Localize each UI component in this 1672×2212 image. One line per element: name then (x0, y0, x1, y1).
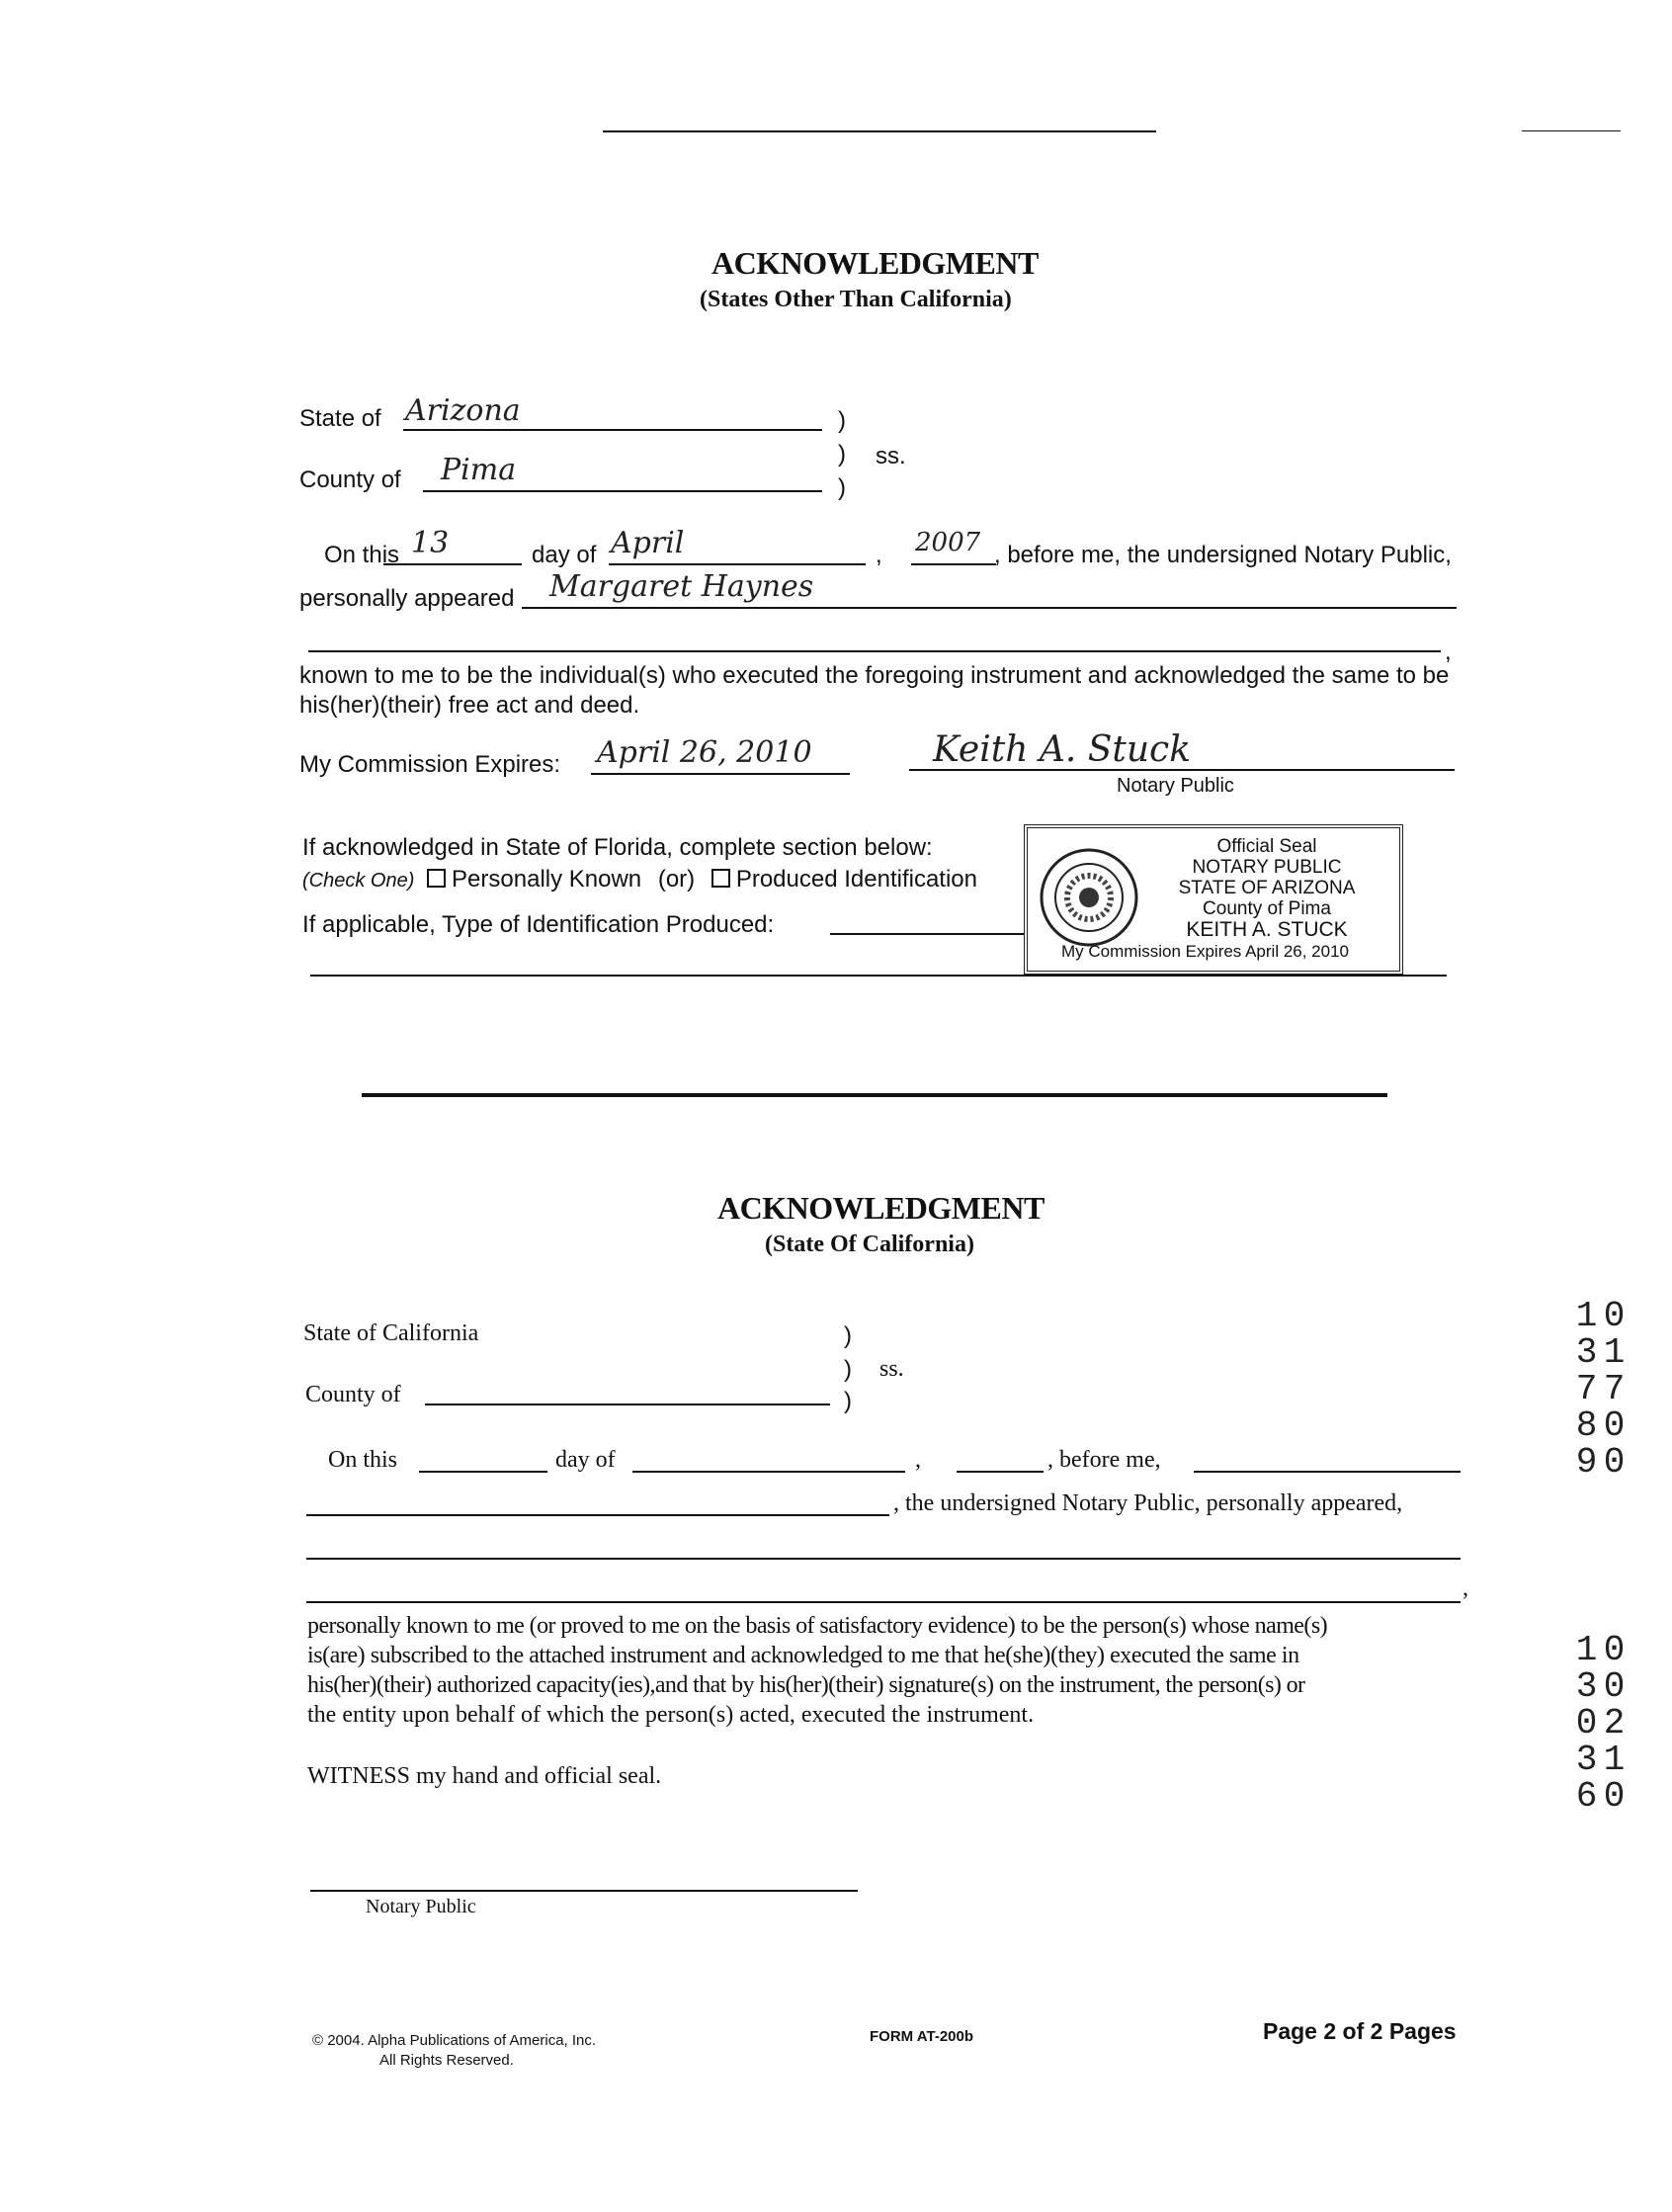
form2-subtitle: (State Of California) (765, 1232, 974, 1257)
form1-commission-value: April 26, 2010 (597, 735, 812, 770)
paren: ) (838, 474, 846, 501)
form1-ss: ss. (876, 443, 906, 469)
form1-subtitle: (States Other Than California) (700, 287, 1012, 312)
form2-county-label: County of (305, 1382, 401, 1407)
form2-before-me-line (1194, 1471, 1461, 1473)
form1-county-value: Pima (441, 453, 517, 487)
personally-known-label: Personally Known (452, 866, 642, 893)
form2-title: ACKNOWLEDGMENT (717, 1190, 1045, 1226)
seal-line: KEITH A. STUCK (1186, 918, 1348, 941)
copyright-rights: All Rights Reserved. (379, 2052, 514, 2069)
form2-name-line (306, 1514, 889, 1516)
form1-county-label: County of (299, 467, 401, 493)
form1-year-value: 2007 (915, 528, 981, 557)
id-type-line-2 (310, 975, 1447, 977)
form1-commission-label: My Commission Expires: (299, 751, 561, 778)
id-type-label: If applicable, Type of Identification Produced: (302, 911, 775, 938)
comma: , (876, 542, 882, 568)
form1-day-line (383, 563, 522, 565)
form2-day-line (419, 1471, 547, 1473)
form2-signature-line (310, 1890, 858, 1892)
form1-month-value: April (611, 526, 685, 560)
form1-commission-line (591, 773, 850, 775)
form1-state-value: Arizona (405, 393, 521, 428)
copyright: © 2004. Alpha Publications of America, Inc. (312, 2032, 597, 2049)
check-one-label: (Check One) (302, 870, 415, 892)
form2-on-this: On this (328, 1447, 398, 1473)
form1-person-value: Margaret Haynes (549, 569, 814, 604)
paren: ) (844, 1322, 852, 1349)
margin-number: 13789 01700 (1566, 1295, 1634, 1479)
comma: , (1463, 1575, 1468, 1601)
form2-body-text: is(are) subscribed to the attached instrument and acknowledged to me that he(she)(they) executed the same in (307, 1643, 1299, 1668)
form2-notary-public-label: Notary Public (366, 1896, 476, 1917)
seal-line: My Commission Expires April 26, 2010 (1061, 942, 1350, 961)
form2-witness: WITNESS my hand and official seal. (307, 1763, 662, 1789)
comma: , (1445, 638, 1452, 665)
produced-id-label: Produced Identification (735, 866, 977, 893)
form1-personally-appeared: personally appeared (299, 585, 515, 612)
seal-line: Official Seal (1216, 836, 1317, 857)
notary-signature: Keith A. Stuck (933, 729, 1192, 770)
produced-id-checkbox[interactable] (711, 869, 730, 888)
form2-body-text: the entity upon behalf of which the person(s) acted, executed the instrument. (307, 1702, 1035, 1728)
paren: ) (838, 441, 846, 468)
or-label: (or) (657, 866, 696, 893)
form2-ss: ss. (879, 1356, 904, 1382)
form2-county-line (425, 1404, 830, 1405)
form1-known-text: known to me to be the individual(s) who executed the foregoing instrument and acknowledged the same to be (299, 662, 1450, 689)
scan-artifact-line (1522, 130, 1621, 131)
form2-month-line (632, 1471, 905, 1473)
form2-before-me: , before me, (1047, 1447, 1161, 1473)
form1-day-value: 13 (411, 526, 450, 560)
form2-day-of: day of (555, 1447, 616, 1473)
seal-line: County of Pima (1203, 898, 1331, 919)
personally-known-checkbox[interactable] (427, 869, 446, 888)
form1-month-line (609, 563, 866, 565)
form2-name-line-2 (306, 1558, 1461, 1560)
form1-title: ACKNOWLEDGMENT (711, 245, 1039, 281)
arizona-seal-emblem-icon (1038, 846, 1140, 949)
florida-heading: If acknowledged in State of Florida, complete section below: (302, 834, 933, 861)
form1-before-me: , before me, the undersigned Notary Public, (994, 542, 1452, 568)
section-divider (362, 1093, 1387, 1097)
form1-person-line-2 (308, 650, 1441, 652)
form-number: FORM AT-200b (870, 2028, 974, 2045)
form1-known-text: his(her)(their) free act and deed. (299, 692, 640, 719)
paren: ) (838, 407, 846, 434)
form2-undersigned: , the undersigned Notary Public, personally appeared, (893, 1490, 1403, 1516)
form1-state-label: State of (299, 405, 381, 432)
form1-year-line (911, 563, 996, 565)
margin-number: 13036 00210 (1566, 1629, 1634, 1813)
form2-name-line-3 (306, 1601, 1461, 1603)
seal-line: NOTARY PUBLIC (1192, 857, 1342, 878)
page-indicator: Page 2 of 2 Pages (1263, 2018, 1457, 2044)
form2-body-text: his(her)(their) authorized capacity(ies),and that by his(her)(their) signature(s) on the instrument, the person(s) or (307, 1672, 1305, 1698)
paren: ) (844, 1356, 852, 1383)
scan-artifact-line (603, 130, 1156, 132)
paren: ) (844, 1388, 852, 1414)
form1-person-line (522, 607, 1457, 609)
form2-body-text: personally known to me (or proved to me on the basis of satisfactory evidence) to be the person(s) whose name(s) (307, 1613, 1328, 1639)
form1-state-line (403, 429, 822, 431)
florida-check-row (302, 866, 977, 893)
notary-seal (1024, 824, 1403, 975)
form1-on-this: On this (324, 542, 400, 568)
form1-county-line (423, 490, 822, 492)
form2-state-label: State of California (303, 1320, 479, 1346)
form2-year-line (957, 1471, 1044, 1473)
form1-day-of: day of (532, 542, 597, 568)
id-type-line (830, 933, 1028, 935)
comma: , (915, 1447, 921, 1473)
form1-signature-line (909, 769, 1455, 771)
form1-notary-public-label: Notary Public (1117, 775, 1234, 797)
seal-line: STATE OF ARIZONA (1178, 878, 1356, 898)
